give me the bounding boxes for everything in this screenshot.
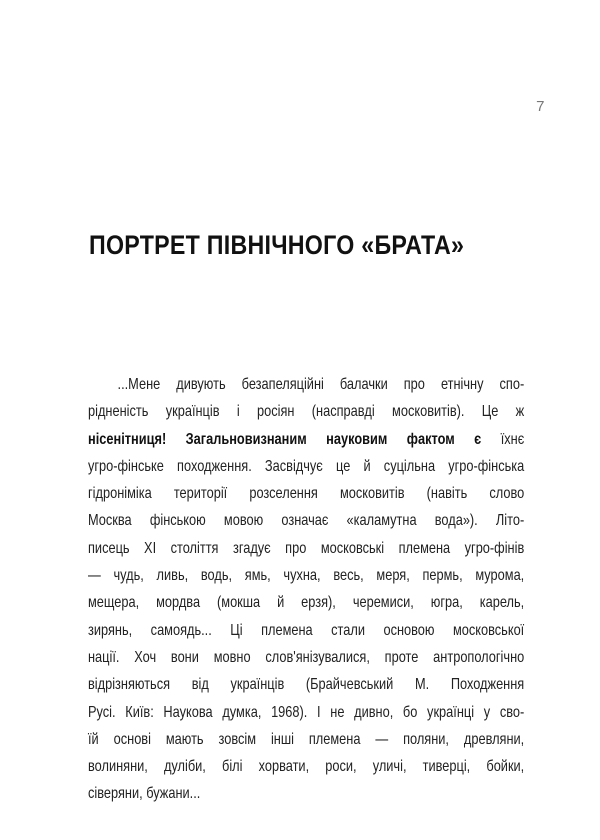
text-line: ...Мене дивують безапеляційні балачки про етнічну спо- [117,376,525,393]
text-line: угро-фінське походження. Засвідчує це й суцільна угро-фінська [88,457,525,475]
page-number: 7 [536,98,545,115]
text-line: зирянь, самоядь... Ці племена стали основою московської [88,621,525,639]
bold-phrase: нісенітниця! Загальновизнаним науковим фактом є [88,430,482,448]
chapter-title: ПОРТРЕТ ПІВНІЧНОГО «БРАТА» [89,230,465,260]
text-line: мещера, мордва (мокша й ерзя), черемиси, югра, карель, [88,594,525,612]
text-line-emphasis [88,426,524,453]
text-line: рідненість українців і росіян (насправді московитів). Це ж [88,403,525,421]
text-line: нації. Хоч вони мовно слов'янізувалися, проте антропологічно [88,648,525,666]
text-line: писець XI століття згадує про московські племена угро-фінів [88,539,525,557]
text-line: гідроніміка території розселення московитів (навіть слово [88,485,525,503]
text-segment: їхнє [481,430,525,448]
text-line: їй основі мають зовсім інші племена — поляни, древляни, [88,730,525,748]
text-line: — чудь, ливь, водь, ямь, чухна, весь, меря, пермь, мурома, [88,567,525,585]
body-paragraph [88,371,524,808]
text-line-last: сіверяни, бужани... [88,785,201,803]
text-line: відрізняються від українців (Брайчевський М. Походження [88,676,525,694]
text-line: волиняни, дуліби, білі хорвати, роси, уличі, тиверці, бойки, [88,758,525,776]
text-line: Москва фінською мовою означає «каламутна вода»). Літо- [88,512,525,530]
text-line: Русі. Київ: Наукова думка, 1968). І не дивно, бо українці у сво- [88,703,525,721]
